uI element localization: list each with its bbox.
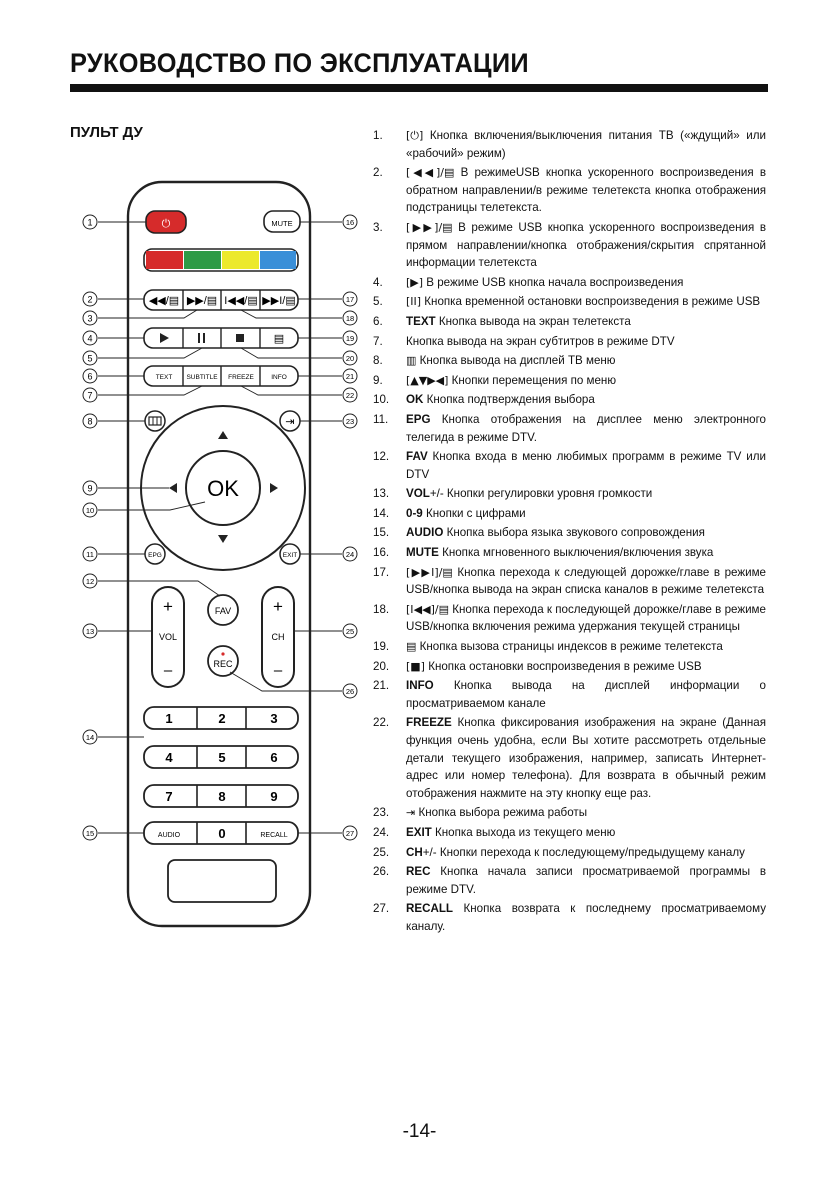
legend-text <box>406 844 766 862</box>
legend-text <box>406 411 766 446</box>
callout-17 <box>343 292 357 306</box>
legend-description: Кнопка вывода на дисплей ТВ меню <box>416 354 616 368</box>
callout-7 <box>83 388 97 402</box>
legend-text <box>406 824 766 842</box>
audio-button: AUDIO <box>157 832 181 839</box>
legend-text <box>406 638 766 656</box>
svg-text:9: 9 <box>270 789 278 804</box>
svg-text:22: 22 <box>345 391 355 400</box>
legend-text <box>406 863 766 898</box>
legend-item <box>373 601 766 636</box>
legend-description: Кнопка выхода из текущего меню <box>431 825 616 839</box>
legend-keyword: MUTE <box>406 546 439 560</box>
svg-text:8: 8 <box>87 416 93 427</box>
legend-item <box>373 524 766 542</box>
legend-text <box>406 564 766 599</box>
legend-item <box>373 863 766 898</box>
svg-text:1: 1 <box>165 711 173 726</box>
legend-text <box>406 485 766 503</box>
svg-text:18: 18 <box>345 314 355 323</box>
legend-item <box>373 638 766 656</box>
legend-keyword: EXIT <box>406 825 432 839</box>
callout-21 <box>343 369 357 383</box>
legend-number: 20. <box>373 659 390 673</box>
legend-description: Кнопка начала записи просматриваемой программы в режиме DTV. <box>406 865 766 896</box>
legend-number: 7. <box>373 334 383 348</box>
legend-text <box>406 658 766 676</box>
legend-item <box>373 313 766 331</box>
legend-icon: [▶▶]/▤ <box>406 220 453 234</box>
power-button <box>146 211 186 233</box>
svg-text:4: 4 <box>165 750 173 765</box>
legend-item <box>373 352 766 370</box>
legend-number: 8. <box>373 354 383 368</box>
info-button: INFO <box>271 374 287 381</box>
legend-item <box>373 900 766 935</box>
color-keys <box>144 249 298 271</box>
svg-text:6: 6 <box>270 750 278 765</box>
legend-number: 17. <box>373 565 390 579</box>
svg-text:5: 5 <box>218 750 226 765</box>
legend-text <box>406 601 766 636</box>
callout-9 <box>83 481 97 495</box>
legend-item <box>373 293 766 311</box>
svg-text:10: 10 <box>85 506 95 515</box>
legend-item <box>373 164 766 217</box>
legend-keyword: RECALL <box>406 902 454 916</box>
legend-item <box>373 485 766 503</box>
legend-keyword: REC <box>406 865 431 879</box>
svg-text:3: 3 <box>87 313 93 324</box>
callout-8 <box>83 414 97 428</box>
button-legend-list <box>373 127 766 938</box>
legend-number: 25. <box>373 845 390 859</box>
svg-text:⇥: ⇥ <box>285 415 295 428</box>
svg-text:CH: CH <box>271 632 285 642</box>
svg-text:20: 20 <box>345 354 355 363</box>
callout-19 <box>343 331 357 345</box>
svg-text:3: 3 <box>270 711 278 726</box>
svg-text:7: 7 <box>165 789 173 804</box>
yellow-key <box>222 251 259 269</box>
legend-number: 27. <box>373 902 390 916</box>
svg-text:9: 9 <box>87 483 93 494</box>
svg-text:19: 19 <box>345 334 355 343</box>
mute-button <box>264 211 300 232</box>
svg-text:17: 17 <box>345 295 355 304</box>
legend-number: 15. <box>373 526 390 540</box>
svg-text:2: 2 <box>87 294 93 305</box>
legend-number: 14. <box>373 506 390 520</box>
legend-description: Кнопка фиксирования изображения на экране (Данная функция очень удобна, если Вы хотите рассмотреть отдельные детали текущего изображения, например, записать Интернет-адрес или номер телефона). Для возврата в обычный режим отображения нажмите на эту кнопку еще раз. <box>406 716 766 800</box>
legend-icon: ⇥ <box>406 806 416 820</box>
menu-button <box>145 411 165 431</box>
svg-text:2: 2 <box>218 711 226 726</box>
legend-number: 5. <box>373 295 383 309</box>
legend-description: Кнопка вывода на дисплей информации о просматриваемом канале <box>406 679 766 710</box>
legend-description: Кнопки перемещения по меню <box>448 373 617 387</box>
legend-keyword: VOL <box>406 487 430 501</box>
legend-description: Кнопка перехода к следующей дорожке/главе в режиме USB/кнопка вывода на экран списка каналов в режиме телетекста <box>406 565 766 597</box>
svg-text:4: 4 <box>87 333 93 344</box>
recall-button: RECALL <box>260 832 288 839</box>
legend-keyword: INFO <box>406 679 434 693</box>
legend-item <box>373 448 766 483</box>
legend-description: Кнопка вывода на экран телетекста <box>435 314 631 328</box>
svg-text:EPG: EPG <box>148 552 162 559</box>
next-track-button: ▶▶I/▤ <box>262 295 296 307</box>
svg-text:13: 13 <box>85 627 95 636</box>
legend-keyword: FREEZE <box>406 716 452 730</box>
legend-item <box>373 544 766 562</box>
legend-description: В режимеUSB кнопка ускоренного воспроизведения в обратном направлении/в режиме телетекста кнопка отображения подстраницы телетекста. <box>406 166 767 215</box>
callout-16 <box>343 215 357 229</box>
legend-text <box>406 544 766 562</box>
legend-keyword: FAV <box>406 450 428 464</box>
legend-description: Кнопка вызова страницы индексов в режиме телетекста <box>416 640 723 654</box>
legend-icon: [I◀◀]/▤ <box>406 602 449 616</box>
legend-description: Кнопка остановки воспроизведения в режиме USB <box>424 659 702 673</box>
source-button <box>280 411 300 431</box>
legend-item <box>373 274 766 292</box>
legend-number: 16. <box>373 546 390 560</box>
legend-description: В режиме USB кнопка ускоренного воспроизведения в прямом направлении/кнопка отображения/скрытия спрятанной информации телетекста <box>406 220 766 270</box>
stop-button <box>236 334 244 342</box>
legend-item <box>373 824 766 842</box>
legend-text <box>406 293 766 311</box>
legend-icon: ▤ <box>406 640 417 654</box>
callout-25 <box>343 624 357 638</box>
red-key <box>146 251 183 269</box>
legend-item <box>373 804 766 822</box>
svg-text:24: 24 <box>345 550 355 559</box>
callout-2 <box>83 292 97 306</box>
svg-text:–: – <box>163 662 173 679</box>
legend-item <box>373 372 766 390</box>
index-button: ▤ <box>273 332 285 345</box>
legend-item <box>373 391 766 409</box>
legend-icon: [⏻] <box>406 129 424 142</box>
svg-text:23: 23 <box>345 417 355 426</box>
callout-23 <box>343 414 357 428</box>
legend-text <box>406 505 766 523</box>
legend-number: 11. <box>373 412 389 426</box>
legend-icon: [▲▼▶◀] <box>406 373 449 387</box>
legend-keyword: EPG <box>406 412 431 426</box>
epg-button <box>145 544 165 564</box>
legend-keyword: AUDIO <box>406 526 444 540</box>
legend-text <box>406 219 766 272</box>
legend-number: 6. <box>373 314 383 328</box>
callout-14 <box>83 730 97 744</box>
legend-text <box>406 804 766 822</box>
legend-keyword: OK <box>406 393 424 407</box>
callout-15 <box>83 826 97 840</box>
legend-item <box>373 219 766 272</box>
blue-key <box>260 251 296 269</box>
legend-text <box>406 274 766 292</box>
rewind-button: ◀◀/▤ <box>148 295 180 307</box>
legend-number: 26. <box>373 865 390 879</box>
svg-text:REC: REC <box>213 659 233 669</box>
media-row-2 <box>144 328 298 348</box>
legend-text <box>406 164 766 217</box>
exit-button <box>280 544 300 564</box>
svg-text:VOL: VOL <box>158 632 178 642</box>
fav-button <box>208 595 238 625</box>
svg-text:16: 16 <box>345 218 355 227</box>
channel-rocker <box>262 587 294 687</box>
legend-text <box>406 448 766 483</box>
callout-12 <box>83 574 97 588</box>
legend-text <box>406 127 766 162</box>
legend-number: 24. <box>373 825 390 839</box>
callout-26 <box>343 684 357 698</box>
callout-3 <box>83 311 97 325</box>
legend-number: 3. <box>373 220 383 234</box>
legend-text <box>406 333 766 351</box>
legend-keyword: CH <box>406 845 423 859</box>
legend-description: Кнопка включения/выключения питания ТВ («ждущий» или «рабочий» режим) <box>406 129 766 160</box>
callout-1 <box>83 215 97 229</box>
svg-text:+: + <box>273 597 283 616</box>
svg-text:15: 15 <box>85 829 95 838</box>
callout-20 <box>343 351 357 365</box>
svg-text:5: 5 <box>87 353 93 364</box>
legend-description: Кнопка вывода на экран субтитров в режиме DTV <box>406 334 675 348</box>
legend-number: 13. <box>373 487 390 501</box>
legend-text <box>406 313 766 331</box>
legend-number: 2. <box>373 166 383 180</box>
legend-description: Кнопка мгновенного выключения/включения звука <box>438 546 714 560</box>
page-number: -14- <box>402 1121 437 1142</box>
prev-track-button: I◀◀/▤ <box>224 295 258 307</box>
svg-text:–: – <box>273 662 283 679</box>
fast-forward-button: ▶▶/▤ <box>186 295 218 307</box>
pause-button <box>198 333 200 343</box>
svg-text:11: 11 <box>86 550 94 559</box>
legend-description: Кнопка подтверждения выбора <box>423 393 595 407</box>
legend-description: Кнопка входа в меню любимых программ в режиме TV или DTV <box>406 450 766 481</box>
function-row <box>144 366 298 386</box>
ir-window <box>168 860 276 902</box>
legend-item <box>373 333 766 351</box>
legend-item <box>373 658 766 676</box>
legend-item <box>373 505 766 523</box>
legend-number: 10. <box>373 393 390 407</box>
text-button: TEXT <box>155 374 173 381</box>
callout-24 <box>343 547 357 561</box>
legend-description: Кнопка выбора языка звукового сопровождения <box>443 526 705 540</box>
svg-text:12: 12 <box>85 577 95 586</box>
legend-icon: [■] <box>406 659 425 673</box>
callout-10 <box>83 503 97 517</box>
legend-description: Кнопки с цифрами <box>422 506 526 520</box>
legend-text <box>406 391 766 409</box>
remote-illustration <box>80 170 370 970</box>
legend-item <box>373 677 766 712</box>
rec-button <box>208 646 238 676</box>
legend-text <box>406 524 766 542</box>
svg-text:14: 14 <box>85 733 95 742</box>
legend-number: 23. <box>373 806 390 820</box>
freeze-button: FREEZE <box>228 374 254 381</box>
legend-text <box>406 372 766 390</box>
page-title: РУКОВОДСТВО ПО ЭКСПЛУАТАЦИИ <box>70 48 529 78</box>
legend-icon: [▶▶I]/▤ <box>406 565 453 579</box>
legend-number: 9. <box>373 373 383 387</box>
legend-icon: [II] <box>406 295 422 309</box>
svg-text:26: 26 <box>345 687 355 696</box>
legend-text <box>406 352 766 370</box>
legend-number: 18. <box>373 602 390 616</box>
svg-text:FAV: FAV <box>214 606 232 616</box>
legend-description: Кнопка отображения на дисплее меню электронного телегида в режиме DTV. <box>406 412 766 444</box>
legend-number: 12. <box>373 450 390 464</box>
legend-item <box>373 411 766 446</box>
legend-description: Кнопка возврата к последнему просматриваемому каналу. <box>406 902 766 933</box>
legend-text <box>406 900 766 935</box>
section-heading: ПУЛЬТ ДУ <box>70 124 143 141</box>
svg-text:7: 7 <box>87 390 93 401</box>
ok-button: OK <box>207 476 239 501</box>
callout-22 <box>343 388 357 402</box>
legend-keyword: 0-9 <box>406 506 423 520</box>
callout-13 <box>83 624 97 638</box>
legend-keyword: TEXT <box>406 314 436 328</box>
legend-number: 22. <box>373 716 390 730</box>
legend-description: Кнопка временной остановки воспроизведения в режиме USB <box>421 295 761 309</box>
legend-item <box>373 714 766 802</box>
callout-6 <box>83 369 97 383</box>
legend-description: Кнопка перехода к последующей дорожке/главе в режиме USB/кнопка включения режима удержания текущей страницы <box>406 602 766 634</box>
legend-item <box>373 844 766 862</box>
svg-text:8: 8 <box>218 789 226 804</box>
media-row-1 <box>144 290 298 310</box>
volume-rocker <box>152 587 184 687</box>
legend-description: В режиме USB кнопка начала воспроизведения <box>423 275 684 289</box>
callout-18 <box>343 311 357 325</box>
svg-text:25: 25 <box>345 627 355 636</box>
legend-description: Кнопка выбора режима работы <box>415 806 588 820</box>
callout-27 <box>343 826 357 840</box>
svg-text:⏻: ⏻ <box>161 217 171 230</box>
svg-text:0: 0 <box>218 826 226 841</box>
callout-11 <box>83 547 97 561</box>
green-key <box>184 251 221 269</box>
legend-number: 4. <box>373 275 383 289</box>
legend-number: 21. <box>373 679 390 693</box>
svg-text:+: + <box>163 597 173 616</box>
callout-4 <box>83 331 97 345</box>
legend-number: 19. <box>373 640 390 654</box>
subtitle-button: SUBTITLE <box>186 374 218 381</box>
legend-icon: [▶] <box>406 275 424 289</box>
svg-text:21: 21 <box>345 372 355 381</box>
svg-text:6: 6 <box>87 371 93 382</box>
legend-number: 1. <box>373 129 383 142</box>
svg-text:MUTE: MUTE <box>271 219 293 228</box>
legend-icon: ▥ <box>406 354 417 368</box>
legend-description: +/- Кнопки перехода к последующему/предыдущему каналу <box>422 845 745 859</box>
legend-item <box>373 127 766 162</box>
legend-icon: [◀◀]/▤ <box>406 166 455 180</box>
legend-text <box>406 677 766 712</box>
legend-item <box>373 564 766 599</box>
title-rule <box>70 84 768 92</box>
callout-5 <box>83 351 97 365</box>
svg-text:1: 1 <box>87 217 93 228</box>
legend-text <box>406 714 766 802</box>
legend-description: +/- Кнопки регулировки уровня громкости <box>429 487 653 501</box>
svg-text:27: 27 <box>345 829 355 838</box>
svg-text:EXIT: EXIT <box>282 552 298 559</box>
